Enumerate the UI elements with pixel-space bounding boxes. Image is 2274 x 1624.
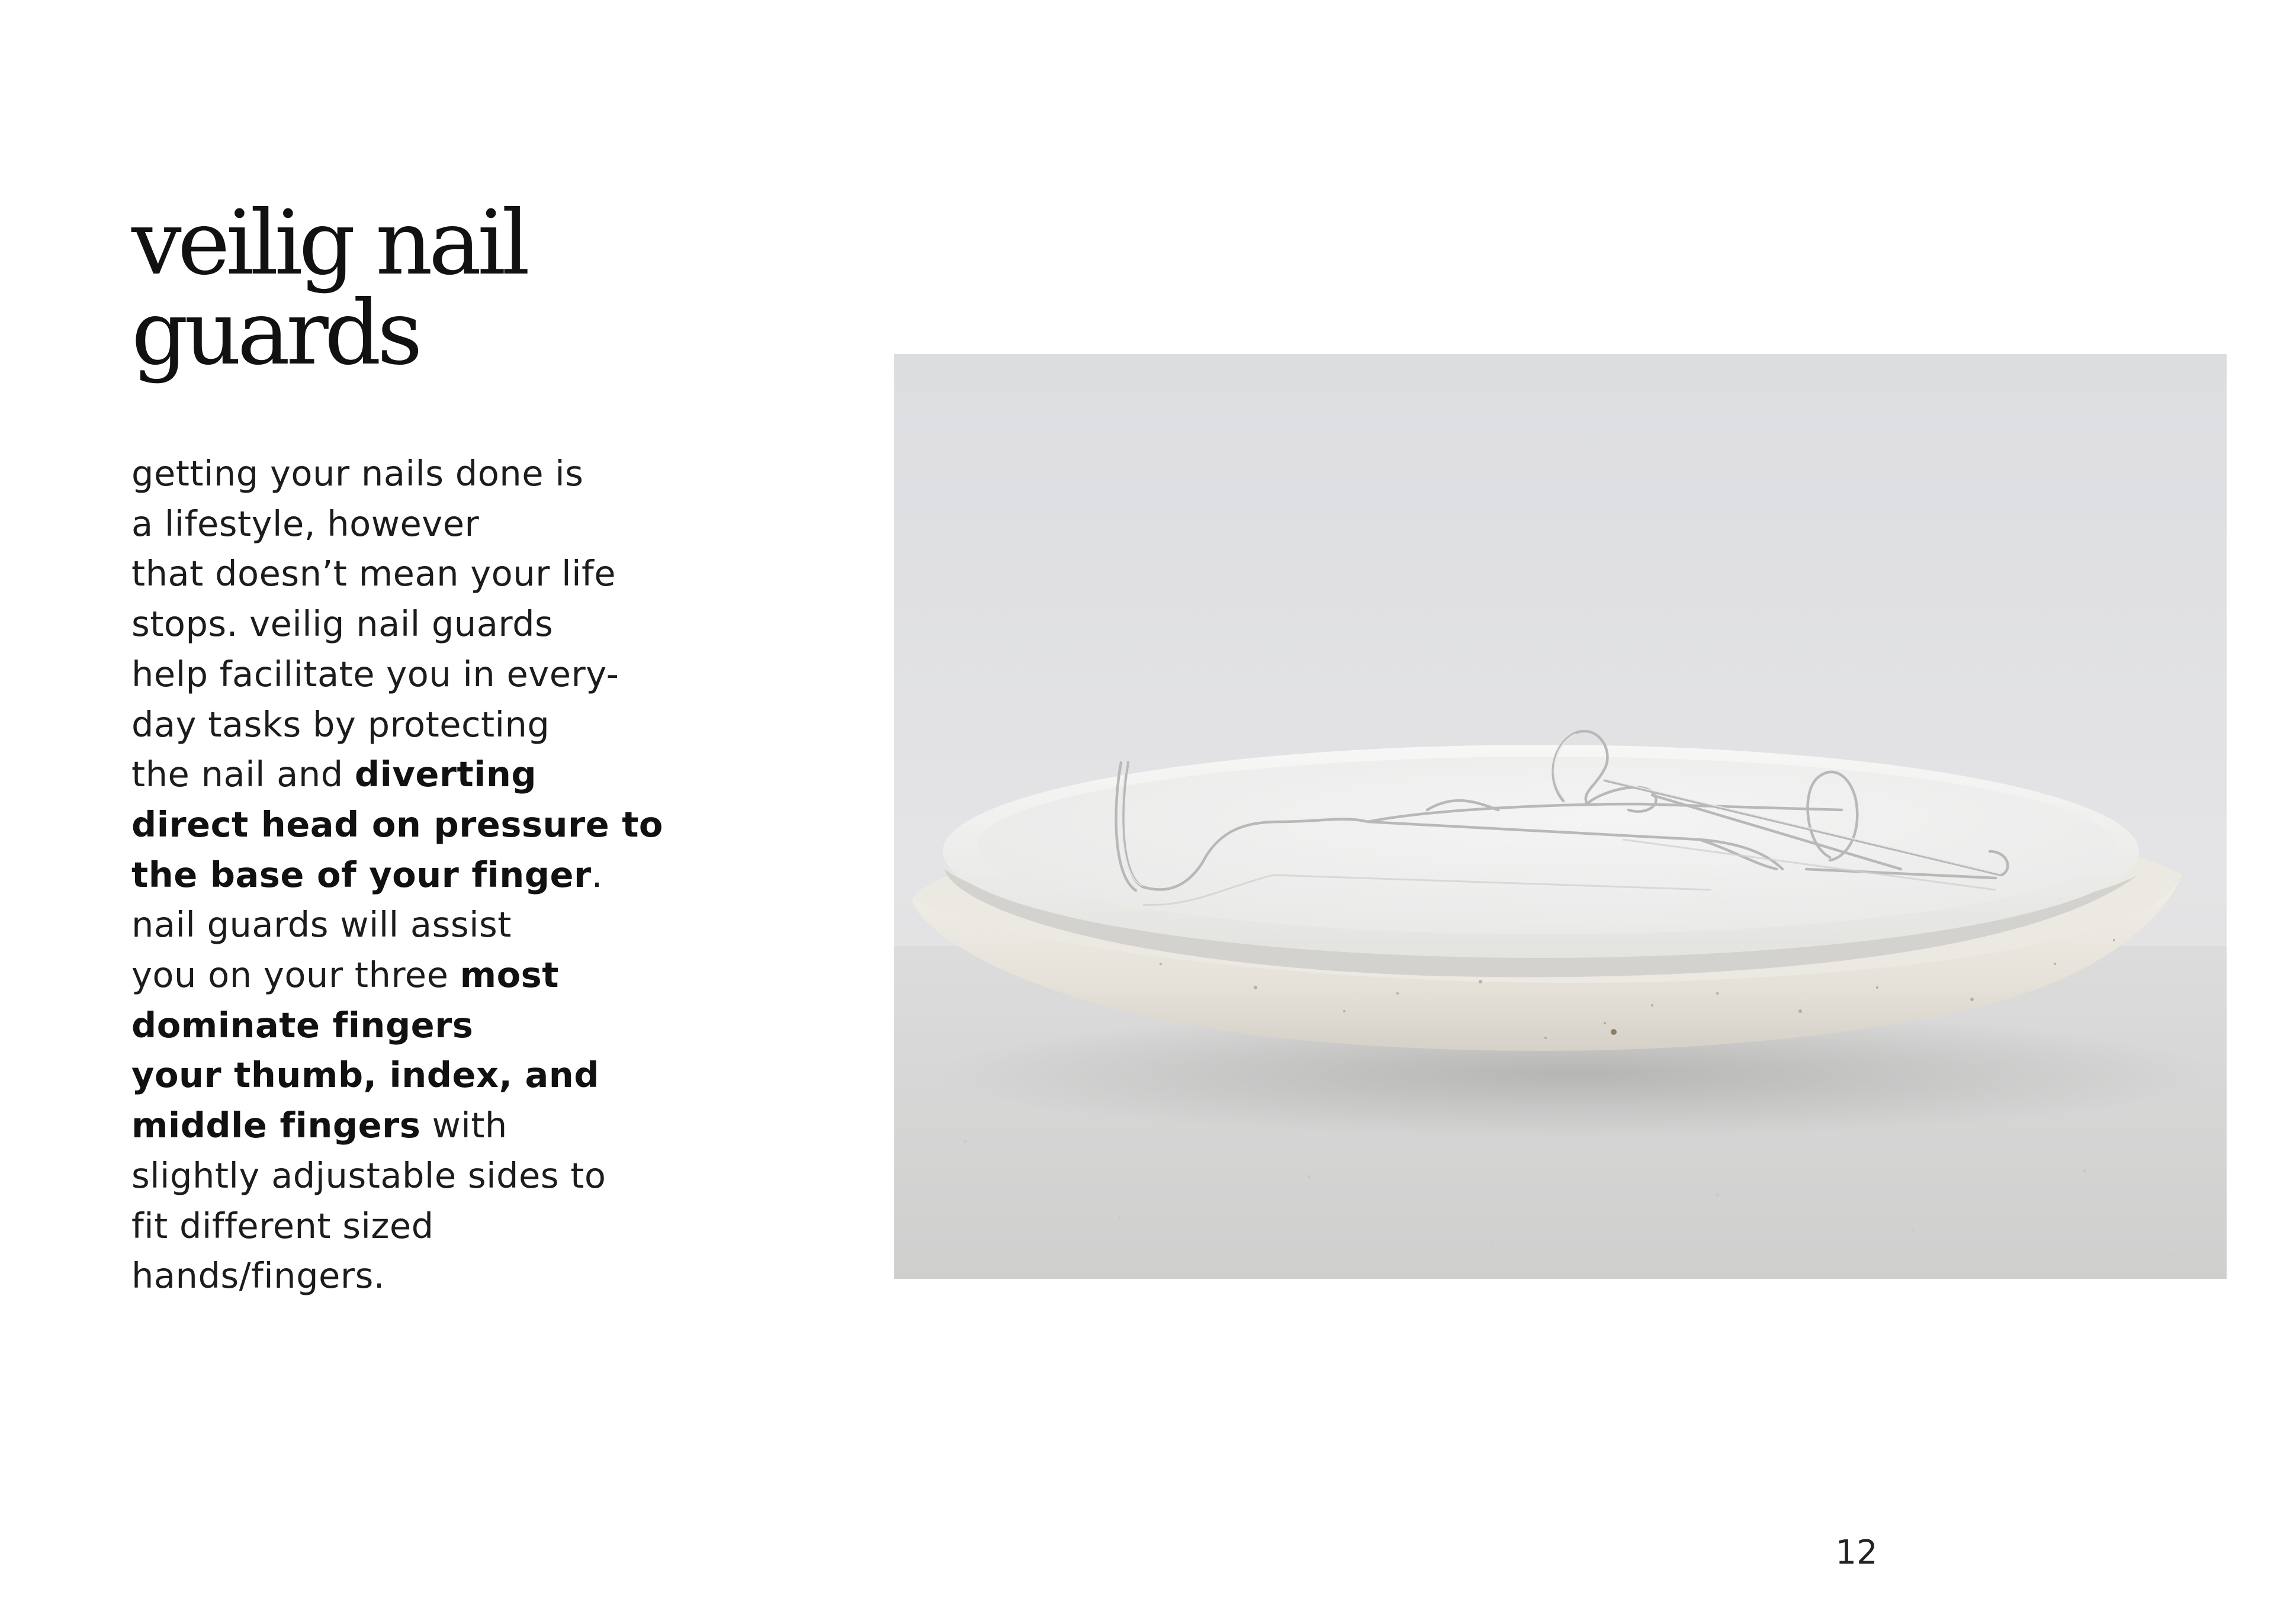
body-line: a lifestyle, however (131, 503, 480, 544)
body-text-run: the nail and (131, 754, 355, 795)
body-line (131, 750, 664, 800)
body-line: nail guards will assist (131, 904, 512, 946)
body-bold-run: middle fingers (131, 1105, 421, 1146)
page-number: 12 (1835, 1533, 1878, 1572)
body-text-run: you on your three (131, 954, 460, 996)
product-photo (894, 354, 2227, 1279)
body-bold-run: most (460, 954, 560, 996)
body-line: day tasks by protecting (131, 703, 550, 745)
body-text-run: with (420, 1105, 508, 1146)
body-line (131, 1001, 664, 1051)
page-title-line-2: guards (131, 282, 419, 385)
body-bold-run: the base of your finger (131, 854, 592, 895)
body-line: that doesn’t mean your life (131, 553, 616, 594)
body-text-run: . (591, 854, 603, 895)
product-photo-graphic (894, 354, 2227, 1279)
body-line (131, 800, 664, 850)
body-paragraph (131, 449, 664, 1301)
body-line: fit different sized (131, 1205, 434, 1246)
body-bold-run: your thumb, index, and (131, 1054, 600, 1096)
body-line (131, 1101, 664, 1151)
body-bold-run: direct head on pressure to (131, 803, 663, 845)
body-bold-run: dominate fingers (131, 1004, 474, 1046)
body-line: slightly adjustable sides to (131, 1155, 606, 1196)
body-bold-run: diverting (354, 754, 537, 795)
body-line: help facilitate you in every- (131, 653, 619, 694)
body-line: hands/fingers. (131, 1255, 386, 1297)
body-line (131, 950, 664, 1001)
body-line: getting your nails done is (131, 453, 584, 494)
page-title (131, 192, 526, 385)
body-line (131, 1050, 664, 1101)
page-title-line-1: veilig nail (131, 192, 526, 295)
body-line: stops. veilig nail guards (131, 603, 554, 645)
body-line (131, 850, 664, 901)
